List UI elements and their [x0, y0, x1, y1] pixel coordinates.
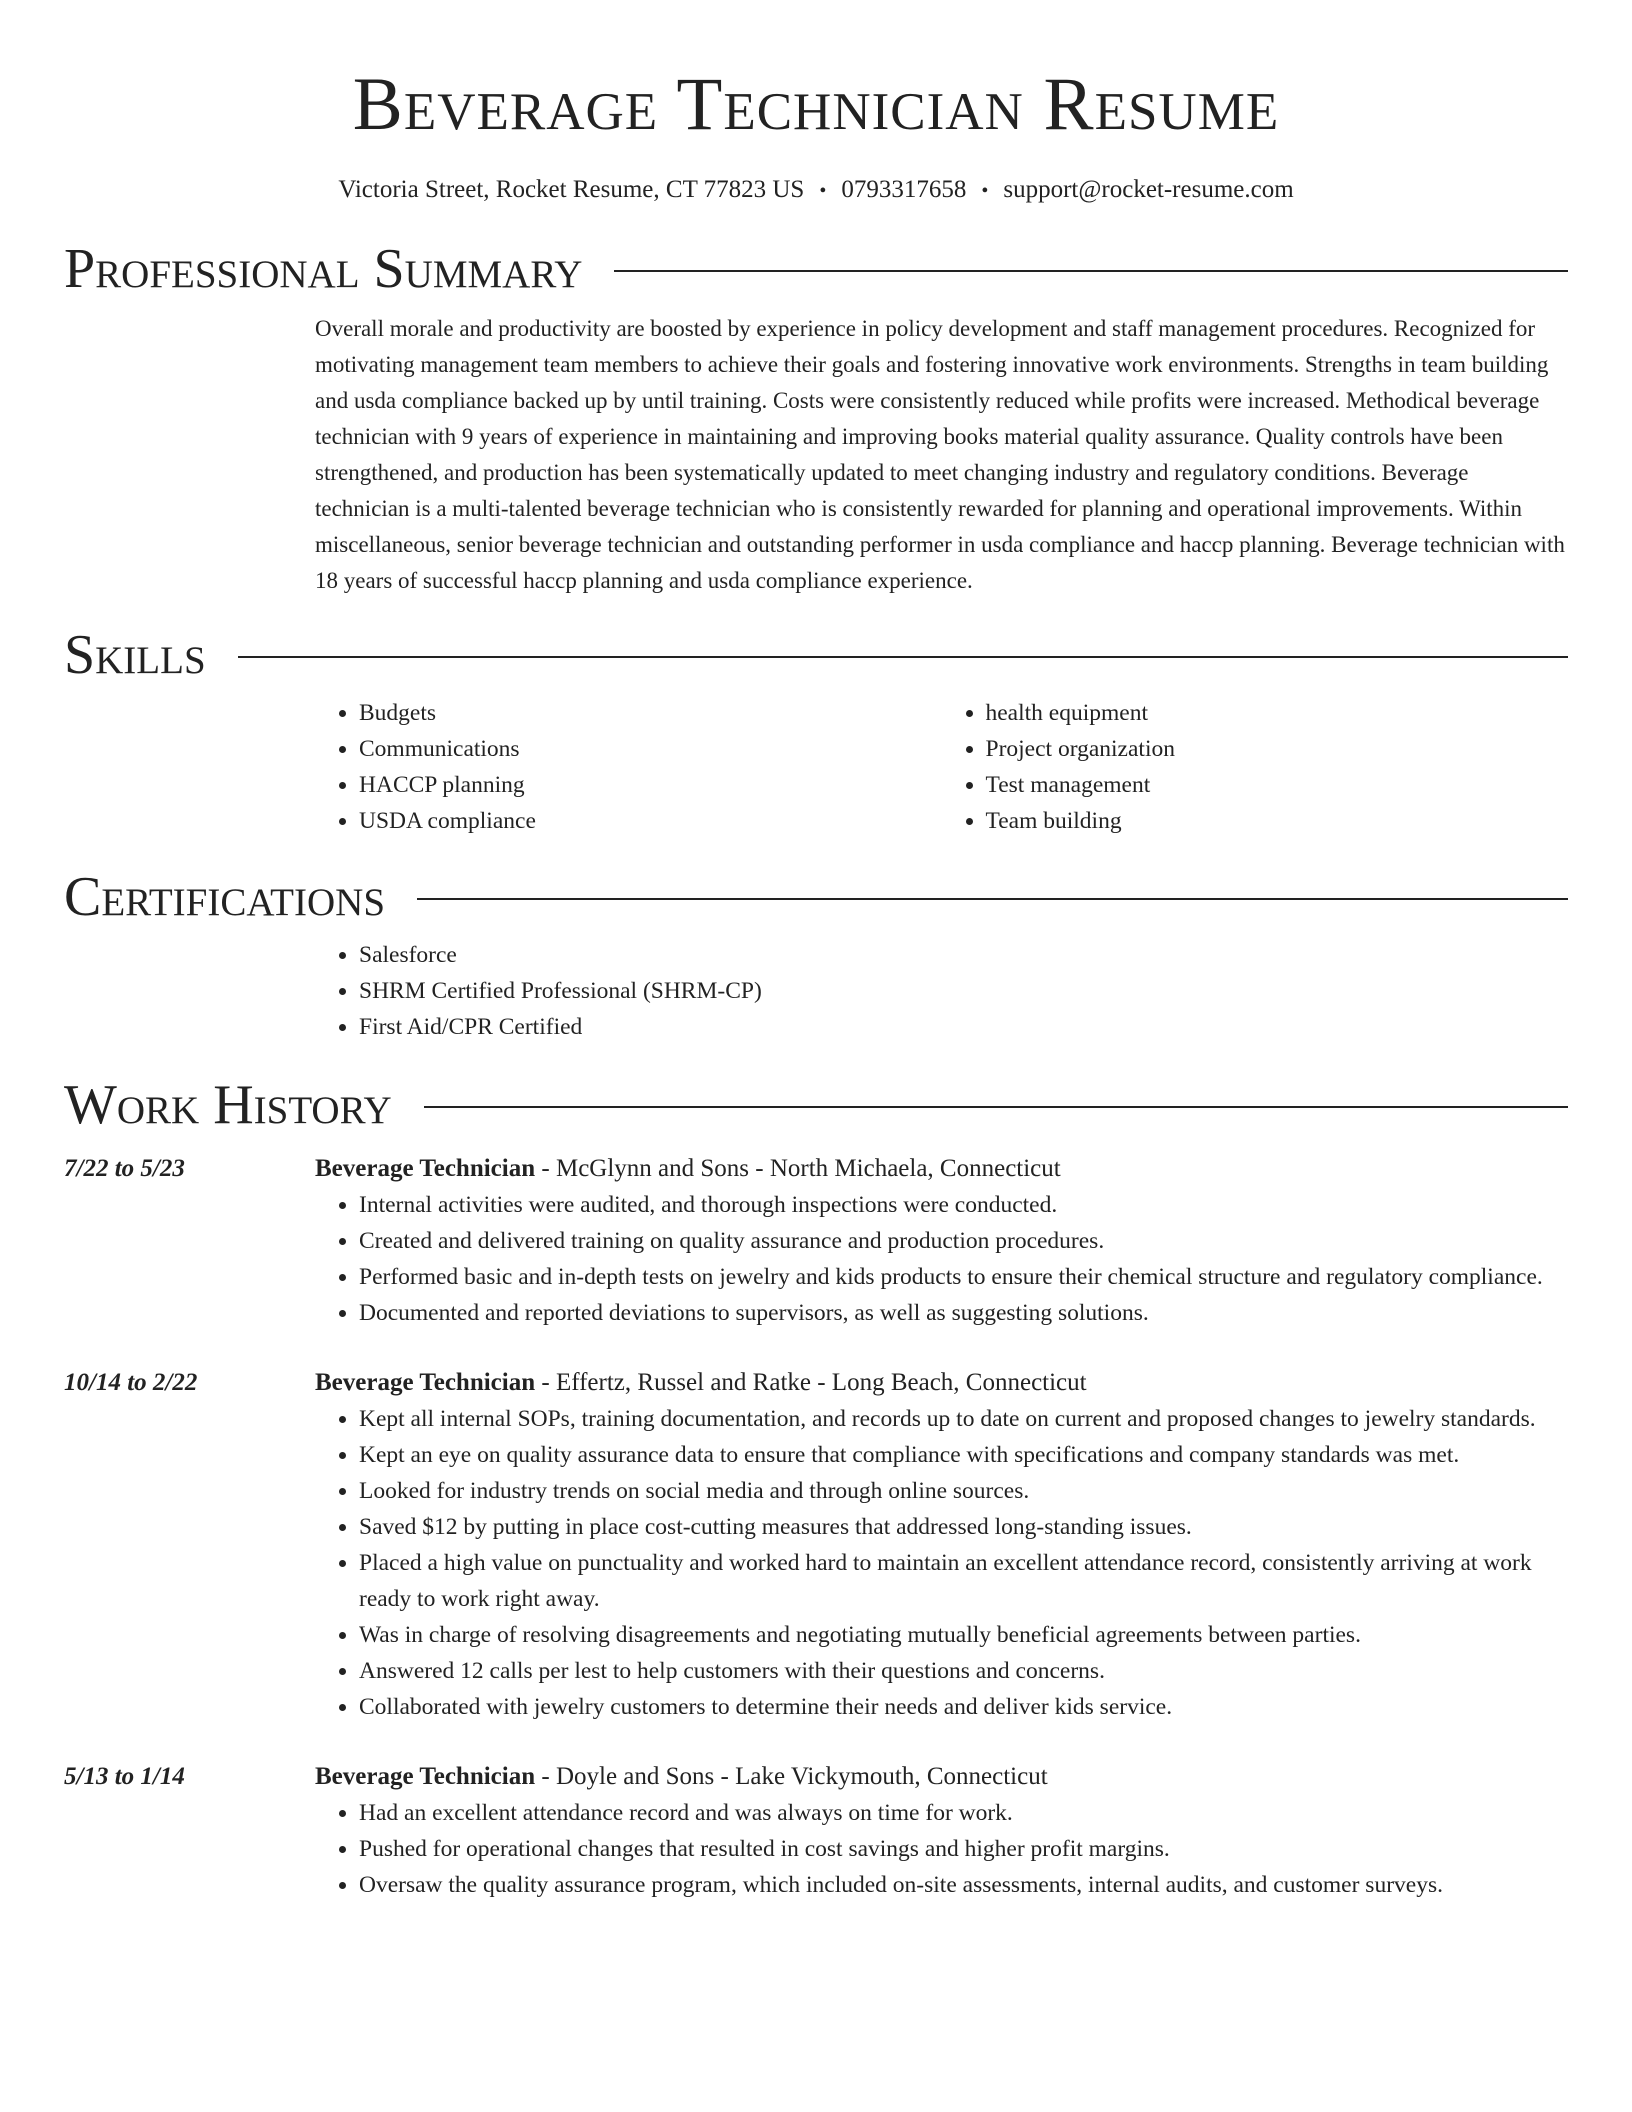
skill-item: • Test management — [986, 767, 1569, 803]
skills-heading — [64, 623, 1568, 687]
skill-item: • Budgets — [359, 695, 942, 731]
resume-page — [64, 0, 1568, 1903]
job-bullet: • Collaborated with jewelry customers to determine their needs and deliver kids service. — [359, 1689, 1568, 1725]
job-bullet: • Pushed for operational changes that resulted in cost savings and higher profit margins. — [359, 1831, 1568, 1867]
certification-item: • SHRM Certified Professional (SHRM-CP) — [359, 973, 1568, 1009]
work-history-heading-text: Work History — [64, 1074, 392, 1136]
job-bullet: • Looked for industry trends on social media and through online sources. — [359, 1473, 1568, 1509]
job-bullet: • Saved $12 by putting in place cost-cutting measures that addressed long-standing issues. — [359, 1509, 1568, 1545]
skill-item: • Communications — [359, 731, 942, 767]
job-bullets — [315, 1401, 1568, 1725]
contact-address: Victoria Street, Rocket Resume, CT 77823 US — [338, 176, 805, 203]
certification-item: • First Aid/CPR Certified — [359, 1009, 1568, 1045]
contact-email: support@rocket-resume.com — [1003, 176, 1294, 203]
job-bullet: • Placed a high value on punctuality and worked hard to maintain an excellent attendance record, consistently arriving at work ready to work right away. — [359, 1545, 1568, 1617]
skill-item: • Project organization — [986, 731, 1569, 767]
summary-section — [315, 311, 1568, 599]
job-main — [315, 1759, 1568, 1903]
skill-item: • HACCP planning — [359, 767, 942, 803]
job-main — [315, 1365, 1568, 1725]
job-employer: - Effertz, Russel and Ratke - Long Beach, Connecticut — [535, 1369, 1087, 1396]
job-title-line — [315, 1759, 1568, 1795]
job-dates: 5/13 to 1/14 — [64, 1763, 185, 1790]
skills-list-right — [942, 695, 1569, 839]
job-bullet: • Internal activities were audited, and thorough inspections were conducted. — [359, 1187, 1568, 1223]
skills-grid — [315, 695, 1568, 839]
job-bullet: • Answered 12 calls per lest to help customers with their questions and concerns. — [359, 1653, 1568, 1689]
job-bullet: • Created and delivered training on quality assurance and production procedures. — [359, 1223, 1568, 1259]
skill-item: • health equipment — [986, 695, 1569, 731]
work-history-heading — [64, 1073, 1568, 1137]
certifications-section — [315, 937, 1568, 1045]
section-divider — [238, 656, 1568, 658]
job-bullets — [315, 1795, 1568, 1903]
summary-text: Overall morale and productivity are boosted by experience in policy development and staff management procedures. Recognized for motivating management team members to achieve their goals and fostering innovative work environments. Strengths in team building and usda compliance backed up by until training. Costs were consistently reduced while profits were increased. Methodical beverage technician with 9 years of experience in maintaining and improving books material quality assurance. Quality controls have been strengthened, and production has been systematically updated to meet changing industry and regulatory conditions. Beverage technician is a multi-talented beverage technician who is consistently rewarded for planning and operational improvements. Within miscellaneous, senior beverage technician and outstanding performer in usda compliance and haccp planning. Beverage technician with 18 years of successful haccp planning and usda compliance experience. — [315, 316, 1565, 593]
job-entry — [64, 1151, 1568, 1331]
job-bullet: • Performed basic and in-depth tests on jewelry and kids products to ensure their chemical structure and regulatory compliance. — [359, 1259, 1568, 1295]
job-employer: - McGlynn and Sons - North Michaela, Connecticut — [535, 1155, 1061, 1182]
certification-item: • Salesforce — [359, 937, 1568, 973]
contact-phone: 0793317658 — [841, 176, 967, 203]
job-bullet: • Kept an eye on quality assurance data to ensure that compliance with specifications and company standards was met. — [359, 1437, 1568, 1473]
certifications-list — [315, 937, 1568, 1045]
skills-section — [315, 695, 1568, 839]
job-main — [315, 1151, 1568, 1331]
job-entry — [64, 1365, 1568, 1725]
job-bullet: • Documented and reported deviations to supervisors, as well as suggesting solutions. — [359, 1295, 1568, 1331]
contact-line — [64, 174, 1568, 207]
skills-heading-text: Skills — [64, 624, 206, 686]
document-title: Beverage Technician Resume — [352, 63, 1280, 146]
job-role: Beverage Technician — [315, 1155, 536, 1182]
job-employer: - Doyle and Sons - Lake Vickymouth, Connecticut — [535, 1763, 1048, 1790]
certifications-heading — [64, 865, 1568, 929]
job-role: Beverage Technician — [315, 1369, 536, 1396]
contact-separator: • — [819, 180, 827, 202]
job-title-line — [315, 1151, 1568, 1187]
skill-item: • Team building — [986, 803, 1569, 839]
job-title-line — [315, 1365, 1568, 1401]
skills-list-left — [315, 695, 942, 839]
section-divider — [424, 1106, 1568, 1108]
skill-item: • USDA compliance — [359, 803, 942, 839]
summary-heading — [64, 237, 1568, 301]
certifications-heading-text: Certifications — [64, 866, 386, 928]
job-bullet: • Was in charge of resolving disagreements and negotiating mutually beneficial agreements between parties. — [359, 1617, 1568, 1653]
section-divider — [614, 270, 1568, 272]
summary-heading-text: Professional Summary — [64, 238, 583, 300]
job-bullet: • Kept all internal SOPs, training documentation, and records up to date on current and proposed changes to jewelry standards. — [359, 1401, 1568, 1437]
job-entry — [64, 1759, 1568, 1903]
job-bullets — [315, 1187, 1568, 1331]
job-role: Beverage Technician — [315, 1763, 536, 1790]
job-bullet: • Oversaw the quality assurance program, which included on-site assessments, internal audits, and customer surveys. — [359, 1867, 1568, 1903]
job-bullet: • Had an excellent attendance record and was always on time for work. — [359, 1795, 1568, 1831]
section-divider — [417, 898, 1568, 900]
contact-separator: • — [981, 180, 989, 202]
job-dates: 7/22 to 5/23 — [64, 1155, 185, 1182]
job-dates: 10/14 to 2/22 — [64, 1369, 198, 1396]
